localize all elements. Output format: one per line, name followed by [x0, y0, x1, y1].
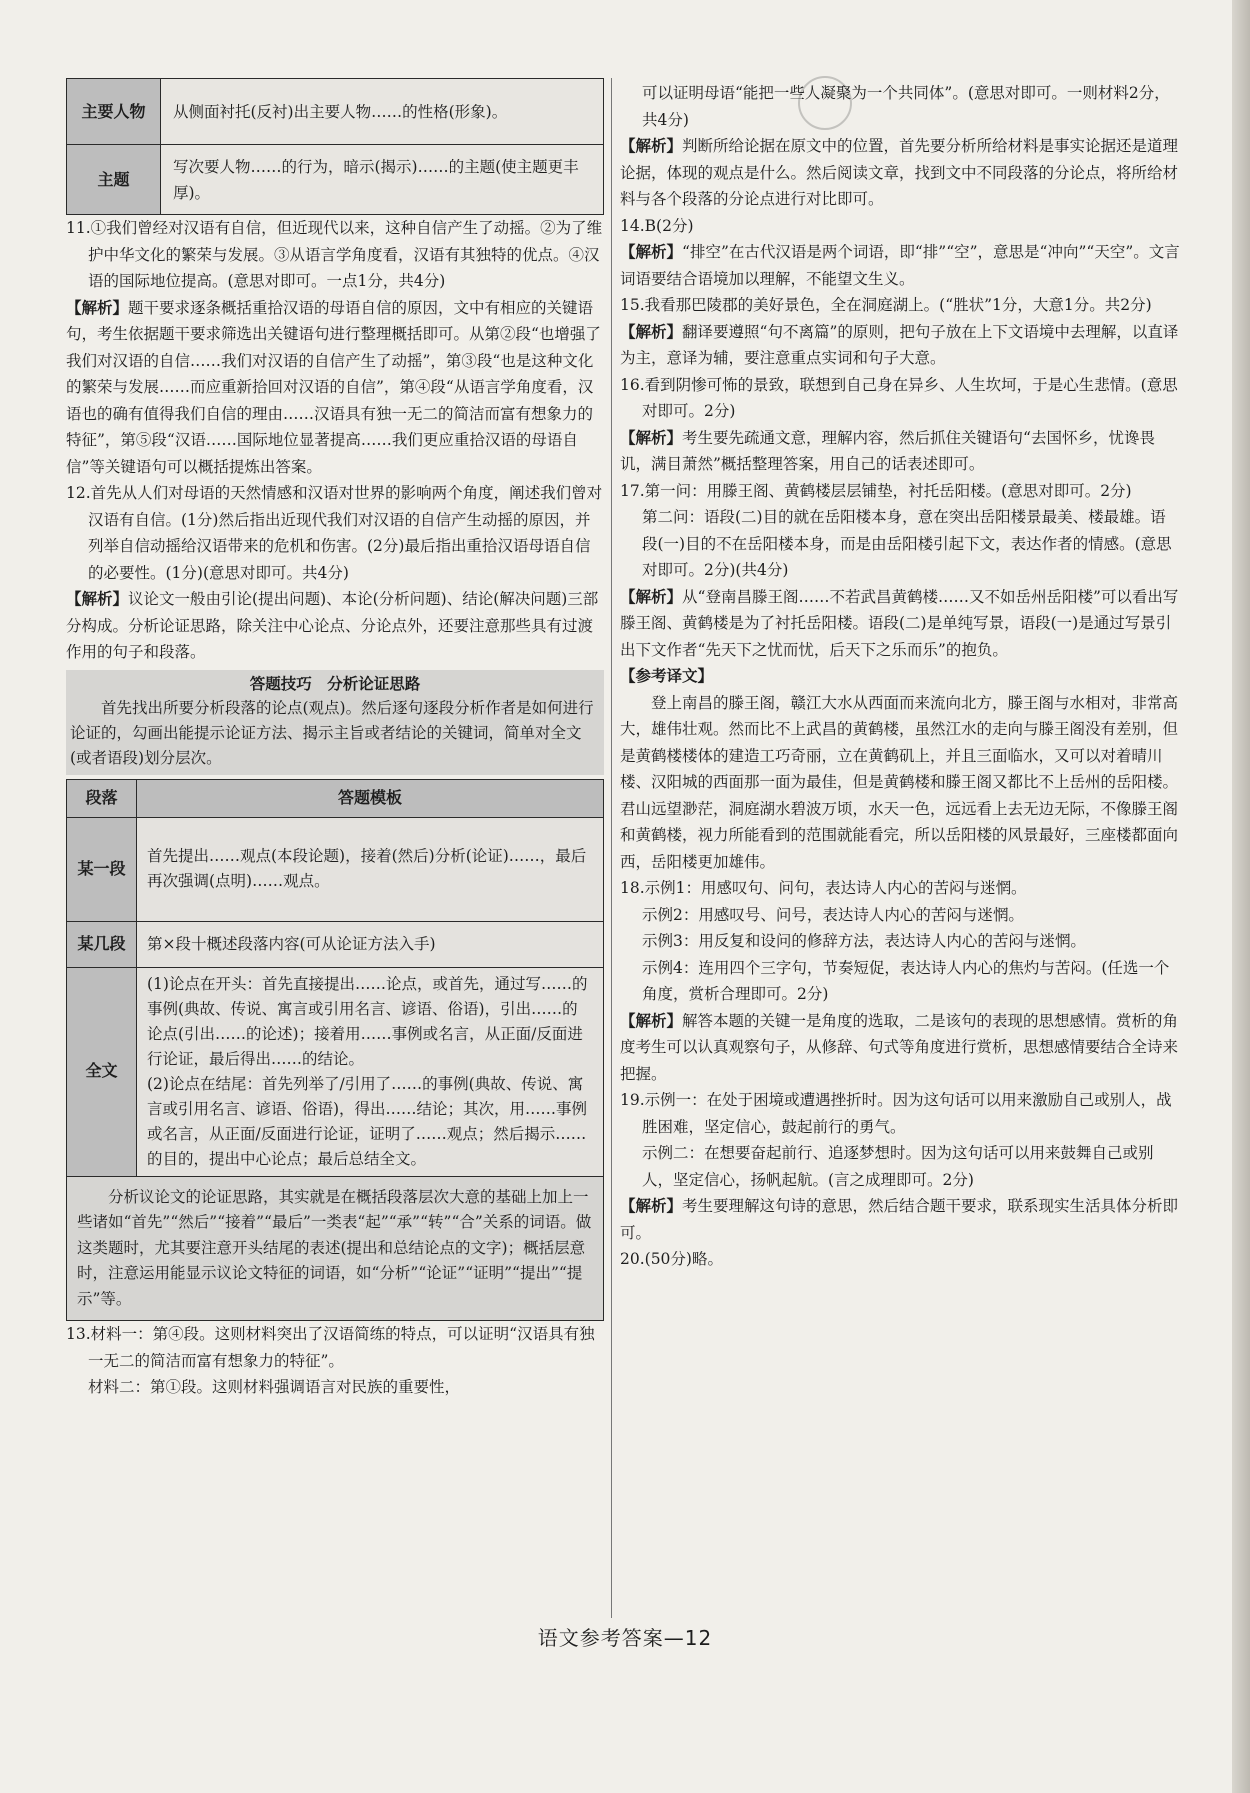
column-divider [611, 78, 612, 1618]
answer-15: 15.我看那巴陵郡的美好景色，全在洞庭湖上。(“胜状”1分，大意1分。共2分) [620, 296, 1152, 314]
analysis-18 [620, 1008, 1180, 1088]
table-row [67, 145, 604, 215]
analysis-label: 【解析】 [620, 322, 683, 341]
analysis-text: 解答本题的关键一是角度的选取，二是该句的表现的思想感情。赏析的角度考生可以认真观察句子，从修辞、句式等角度进行赏析，思想感情要结合全诗来把握。 [620, 1011, 1179, 1083]
analysis-11 [66, 295, 604, 481]
table-value: 首先提出……观点(本段论题)，接着(然后)分析(论证)……，最后再次强调(点明)……观点。 [137, 817, 604, 921]
table-row [67, 967, 604, 1176]
right-column [620, 80, 1180, 1273]
analysis-text: 从“登南昌滕王阁……不若武昌黄鹤楼……又不如岳州岳阳楼”可以看出写滕王阁、黄鹤楼是为了衬托岳阳楼。语段(二)是单纯写景，语段(一)是通过写景引出下文作者“先天下之忧而忧，后天下之乐而乐”的抱负。 [620, 587, 1179, 659]
table-key: 某一段 [67, 817, 137, 921]
table-header-row [67, 779, 604, 817]
answer-19-example-2: 示例二：在想要奋起前行、追逐梦想时。因为这句话可以用来鼓舞自己或别人，坚定信心，扬帆起航。(言之成理即可。2分) [642, 1144, 1154, 1189]
analysis-text: 考生要理解这句诗的意思，然后结合题干要求，联系现实生活具体分析即可。 [620, 1197, 1179, 1242]
analysis-19 [620, 1193, 1180, 1246]
answer-17-q1: 17.第一问：用滕王阁、黄鹤楼层层铺垫，衬托岳阳楼。(意思对即可。2分) [620, 481, 1132, 500]
table-value [137, 967, 604, 1176]
table-key: 某几段 [67, 921, 137, 967]
answer-17-q2: 第二问：语段(二)目的就在岳阳楼本身，意在突出岳阳楼景最美、楼最雄。语段(一)目的不在岳阳楼本身，而是由岳阳楼引起下文，表达作者的情感。(意思对即可。2分)(共4分) [642, 508, 1172, 579]
answer-14: 14.B(2分) [620, 216, 694, 235]
analysis-label: 【解析】 [620, 587, 683, 606]
analysis-text: 判断所给论据在原文中的位置，首先要分析所给材料是事实论据还是道理论据，体现的观点是什么。然后阅读文章，找到文中不同段落的分论点，将所给材料与各个段落的分论点进行对比即可。 [620, 137, 1179, 208]
analysis-12 [66, 586, 604, 666]
analysis-label: 【解析】 [620, 243, 683, 261]
page-edge [1232, 0, 1250, 1793]
reference-translation: 登上南昌的滕王阁，赣江大水从西面而来流向北方，滕王阁与水相对，非常高大，雄伟壮观。然而比不上武昌的黄鹤楼，虽然江水的走向与滕王阁没有差别，但是黄鹤楼楼体的建造工巧奇丽，立在黄鹤矶上，并且三面临水，又可以对着晴川楼、汉阳城的西面那一面为最佳，但是黄鹤楼和滕王阁又都比不上岳州的岳阳楼。君山远望渺茫，洞庭湖水碧波万顷，水天一色，远远看上去无边无际，不像滕王阁和黄鹤楼，视力所能看到的范围就能看完，所以岳阳楼的风景最好，三座楼都面向西，岳阳楼更加雄伟。 [620, 693, 1179, 871]
template-part-2: (2)论点在结尾：首先列举了/引用了……的事例(典故、传说、寓言或引用名言、谚语、俗语)，得出……结论；其次，用……事例或名言，从正面/反面进行论证，证明了……观点；然后揭示……的目的，提出中心论点；最后总结全文。 [147, 1074, 588, 1168]
analysis-text: 翻译要遵照“句不离篇”的原则，把句子放在上下文语境中去理解，以直译为主，意译为辅，要注意重点实词和句子大意。 [620, 322, 1179, 367]
table-key: 主题 [67, 145, 161, 215]
answer-13-material-2: 材料二：第①段。这则材料强调语言对民族的重要性， [88, 1378, 461, 1396]
answer-18-example-3: 示例3：用反复和设问的修辞方法，表达诗人内心的苦闷与迷惘。 [642, 932, 1086, 950]
analysis-13 [620, 133, 1180, 213]
analysis-label: 【解析】 [620, 428, 683, 447]
table-value: 第×段十概述段落内容(可从论证方法入手) [137, 921, 604, 967]
analysis-label: 【解析】 [620, 1011, 683, 1030]
answer-11: 11.①我们曾经对汉语有自信，但近现代以来，这种自信产生了动摇。②为了维护中华文化的繁荣与发展。③从语言学角度看，汉语有其独特的优点。④汉语的国际地位提高。(意思对即可。一点1分，共4分) [66, 219, 603, 290]
analysis-label: 【解析】 [66, 590, 129, 608]
template-table [66, 779, 604, 1322]
table-key: 全文 [67, 967, 137, 1176]
page-footer: 语文参考答案—12 [537, 1626, 713, 1650]
left-column [66, 78, 604, 1401]
analysis-label: 【解析】 [66, 298, 129, 317]
table-row [67, 1176, 604, 1321]
answer-12: 12.首先从人们对母语的天然情感和汉语对世界的影响两个角度，阐述我们曾对汉语有自信。(1分)然后指出近现代我们对汉语的自信产生动摇的原因，并列举自信动摇给汉语带来的危机和伤害。(2分)最后指出重拾汉语母语自信的必要性。(1分)(意思对即可。共4分) [66, 484, 603, 582]
answer-16: 16.看到阴惨可怖的景致，联想到自己身在异乡、人生坎坷，于是心生悲情。(意思对即可。2分) [620, 375, 1178, 420]
character-theme-table [66, 78, 604, 215]
table-row [67, 817, 604, 921]
tip-intro: 首先找出所要分析段落的论点(观点)。然后逐句逐段分析作者是如何进行论证的，勾画出能提示论证方法、揭示主旨或者结论的关键词，简单对全文(或者语段)划分层次。 [70, 698, 594, 767]
tip-box [66, 670, 604, 775]
analysis-text: 议论文一般由引论(提出问题)、本论(分析问题)、结论(解决问题)三部分构成。分析论证思路，除关注中心论点、分论点外，还要注意那些具有过渡作用的句子和段落。 [66, 590, 599, 661]
answer-19-example-1: 19.示例一：在处于困境或遭遇挫折时。因为这句话可以用来激励自己或别人，战胜困难，坚定信心，鼓起前行的勇气。 [620, 1091, 1172, 1136]
analysis-label: 【解析】 [620, 137, 683, 155]
analysis-15 [620, 319, 1180, 372]
answer-18-example-2: 示例2：用感叹号、问号，表达诗人内心的苦闷与迷惘。 [642, 905, 1024, 924]
analysis-text: “排空”在古代汉语是两个词语，即“排”“空”，意思是“冲向”“天空”。文言词语要结合语境加以理解，不能望文生义。 [620, 243, 1180, 288]
table-key: 主要人物 [67, 79, 161, 145]
answer-20: 20.(50分)略。 [620, 1250, 723, 1268]
analysis-text: 考生要先疏通文意，理解内容，然后抓住关键语句“去国怀乡，忧谗畏讥，满目萧然”概括整理答案，用自己的话表述即可。 [620, 428, 1155, 473]
answer-18-example-4: 示例4：连用四个三字句，节奏短促，表达诗人内心的焦灼与苦闷。(任选一个角度，赏析合理即可。2分) [642, 958, 1170, 1003]
table-header: 答题模板 [137, 779, 604, 817]
table-row [67, 79, 604, 145]
table-value: 写次要人物……的行为，暗示(揭示)……的主题(使主题更丰厚)。 [161, 145, 604, 215]
analysis-label: 【解析】 [620, 1197, 683, 1215]
answer-13: 13.材料一：第④段。这则材料突出了汉语简练的特点，可以证明“汉语具有独一无二的简洁而富有想象力的特征”。 [66, 1325, 595, 1370]
reference-translation-label: 【参考译文】 [620, 667, 714, 685]
answer-18-example-1: 18.示例1：用感叹句、问句，表达诗人内心的苦闷与迷惘。 [620, 879, 1027, 897]
table-row [67, 921, 604, 967]
analysis-17 [620, 584, 1180, 664]
table-header: 段落 [67, 779, 137, 817]
analysis-16 [620, 425, 1180, 478]
analysis-14 [620, 239, 1180, 292]
template-summary: 分析议论文的论证思路，其实就是在概括段落层次大意的基础上加上一些诸如“首先”“然后”“接着”“最后”一类表“起”“承”“转”“合”关系的词语。做这类题时，尤其要注意开头结尾的表述(提出和总结论点的文字)；概括层意时，注意运用能显示议论文特征的词语，如“分析”“论证”“证明”“提出”“提示”等。 [67, 1176, 604, 1321]
tip-title: 答题技巧 分析论证思路 [249, 674, 421, 693]
table-value: 从侧面衬托(反衬)出主要人物……的性格(形象)。 [161, 79, 604, 145]
template-part-1: (1)论点在开头：首先直接提出……论点，或首先，通过写……的事例(典故、传说、寓言或引用名言、谚语、俗语)，引出……的论点(引出……的论述)；接着用……事例或名言，从正面/反面进行论证，最后得出……的结论。 [147, 974, 588, 1068]
answer-13-cont: 可以证明母语“能把一些人凝聚为一个共同体”。(意思对即可。一则材料2分，共4分) [642, 84, 1170, 129]
analysis-text: 题干要求逐条概括重拾汉语的母语自信的原因，文中有相应的关键语句，考生依据题干要求筛选出关键语句进行整理概括即可。从第②段“也增强了我们对汉语的自信……我们对汉语的自信产生了动摇”，第③段“也是这种文化的繁荣与发展……而应重新拾回对汉语的自信”，第④段“从语言学角度看，汉语也的确有值得我们自信的理由……汉语具有独一无二的简洁而富有想象力的特征”，第⑤段“汉语……国际地位显著提高……我们更应重拾汉语的母语自信”等关键语句可以概括提炼出答案。 [66, 298, 601, 476]
